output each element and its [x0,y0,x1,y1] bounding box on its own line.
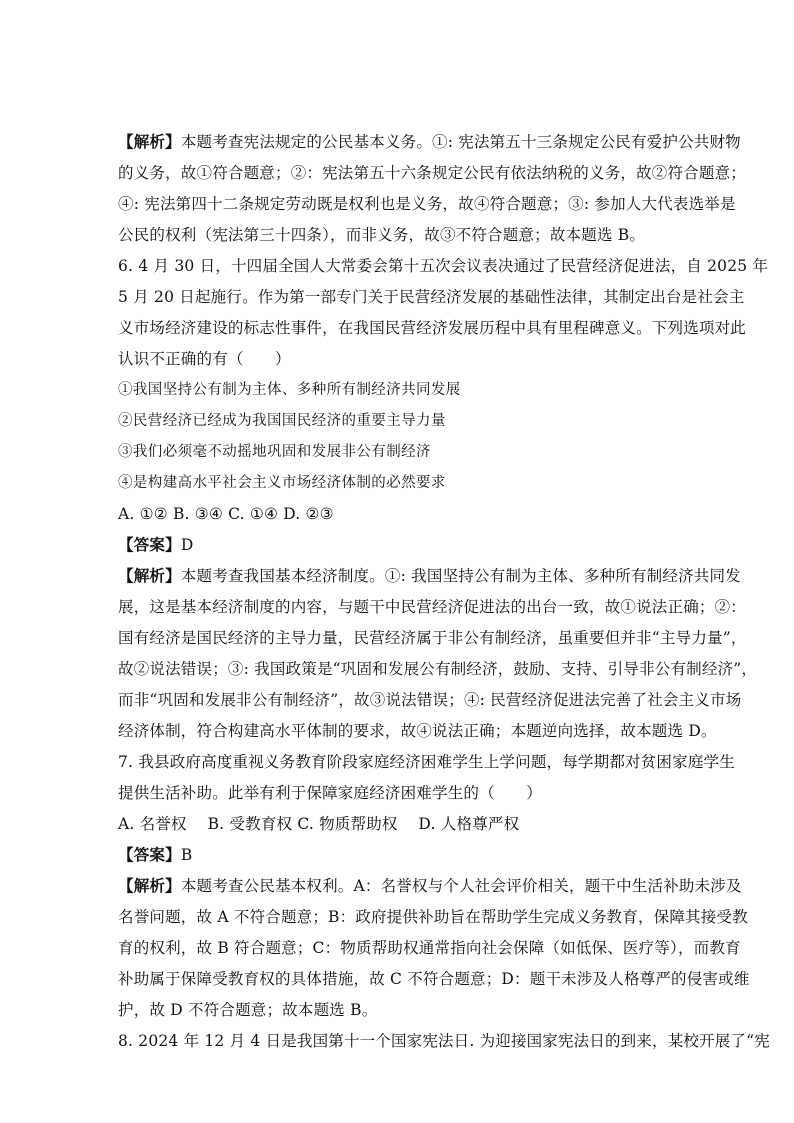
answer-options: A. 名誉权 B. 受教育权 C. 物质帮助权 D. 人格尊严权 [118,815,520,833]
answer-line [118,845,192,865]
statement-3: ③我们必须毫不动摇地巩固和发展非公有制经济 [118,444,431,460]
analysis-line: 补助属于保障受教育权的具体措施，故 C 不符合题意；D：题干未涉及人格尊严的侵害或维 [118,970,750,988]
analysis-line: 而非“巩固和发展非公有制经济”，故③说法错误；④: 民营经济促进法完善了社会主义市场 [118,691,742,709]
statement-4: ④是构建高水平社会主义市场经济体制的必然要求 [118,475,446,491]
analysis-tag: 【解析】 [118,566,181,585]
answer-tag: 【答案】 [118,845,181,864]
question-stem: 5 月 20 日起施行。作为第一部专门关于民营经济发展的基础性法律，其制定出台是社会主 [118,288,745,306]
answer-tag: 【答案】 [118,535,181,554]
analysis-line: 【解析】本题考查公民基本权利。A：名誉权与个人社会评价相关，题干中生活补助未涉及 [118,876,742,895]
answer-options: A. ①② B. ③④ C. ①④ D. ②③ [118,505,334,523]
analysis-line: 展，这是基本经济制度的内容，与题干中民营经济促进法的出台一致，故①说法正确；②： [118,598,747,616]
question-stem: 提供生活补助。此举有利于保障家庭经济困难学生的（ ） [118,784,542,802]
analysis-line: 【解析】本题考查我国基本经济制度。①: 我国坚持公有制为主体、多种所有制经济共同发 [118,566,741,585]
answer-value: B [180,846,193,864]
statement-2: ②民营经济已经成为我国国民经济的重要主导力量 [118,413,446,429]
analysis-tag: 【解析】 [118,132,181,151]
question-stem: 6. 4 月 30 日，十四届全国人大常委会第十五次会议表决通过了民营经济促进法，自 2025 年 [118,257,769,275]
question-stem: 义市场经济建设的标志性事件，在我国民营经济发展历程中具有里程碑意义。下列选项对此 [118,319,747,337]
analysis-line: 育的权利，故 B 符合题意；C：物质帮助权通常指向社会保障（如低保、医疗等），而教育 [118,939,741,957]
analysis-line: 护，故 D 不符合题意；故本题选 B。 [118,1001,378,1019]
analysis-line: 名誉问题，故 A 不符合题意；B：政府提供补助旨在帮助学生完成义务教育，保障其接受教 [118,908,748,926]
analysis-line: 的义务，故①符合题意；②：宪法第五十六条规定公民有依法纳税的义务，故②符合题意； [118,164,747,182]
analysis-tag: 【解析】 [118,876,181,895]
analysis-line: 国有经济是国民经济的主导力量，民营经济属于非公有制经济，虽重要但并非“主导力量”， [118,629,747,647]
answer-line [118,535,193,555]
analysis-line: 经济体制，符合构建高水平体制的要求，故④说法正确；本题逆向选择，故本题选 D。 [118,722,717,740]
question-stem: 7. 我县政府高度重视义务教育阶段家庭经济困难学生上学问题，每学期都对贫困家庭学生 [118,753,735,771]
question-stem: 8. 2024 年 12 月 4 日是我国第十一个国家宪法日. 为迎接国家宪法日的到来，某校开展了“宪 [118,1032,770,1050]
analysis-line: 公民的权利（宪法第三十四条），而非义务，故③不符合题意；故本题选 B。 [118,226,646,244]
answer-value: D [180,536,194,554]
analysis-line: ④: 宪法第四十二条规定劳动既是权利也是义务，故④符合题意；③: 参加人大代表选举是 [118,195,736,213]
analysis-line: 【解析】本题考查宪法规定的公民基本义务。①: 宪法第五十三条规定公民有爱护公共财物 [118,132,741,151]
analysis-line: 故②说法错误；③: 我国政策是“巩固和发展公有制经济，鼓励、支持、引导非公有制经济”， [118,660,758,678]
statement-1: ①我国坚持公有制为主体、多种所有制经济共同发展 [118,382,461,398]
question-stem: 认识不正确的有（ ） [118,350,291,368]
